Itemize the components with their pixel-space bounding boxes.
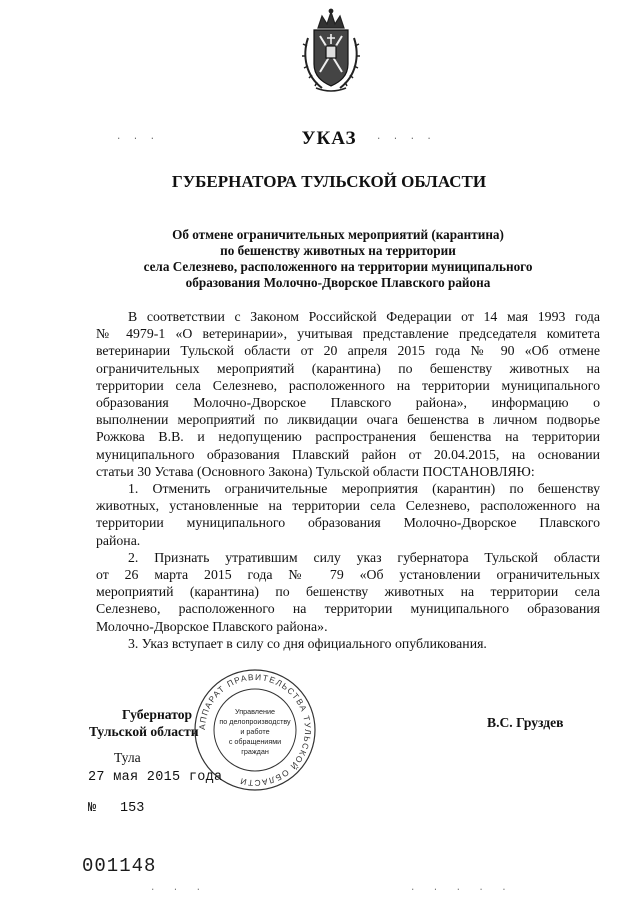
subject-line: образования Молочно-Дворское Плавского района [185,275,491,290]
body-line: 1. Отменить ограничительные мероприятия (карантин) по бешенству [128,481,600,497]
body-line: статьи 30 Устава (Основного Закона) Тульской области ПОСТАНОВЛЯЮ: [96,463,535,479]
body-line: 3. Указ вступает в силу со дня официального опубликования. [128,635,487,651]
body-line: мероприятий (карантина) по бешенству животных на территории села [96,584,600,600]
decree-number [88,801,144,816]
decorative-dots: · · · · · [410,885,513,895]
body-line: образования Молочно-Дворское Плавского района», информацию о [96,395,600,411]
body-line: животных, установленные на территории села Селезнево, расположенного на [96,498,600,514]
stamp-ring-text: АППАРАТ ПРАВИТЕЛЬСТВА ТУЛЬСКОЙ ОБЛАСТИ [196,671,314,789]
document-type-title: УКАЗ [301,128,357,149]
body-line: ветеринарии Тульской области от 20 апреля 2015 года № 90 «Об отмене [96,343,600,359]
body-line: ограничительных мероприятий (карантина) по бешенству животных на [96,360,600,376]
body-line: выполнении мероприятий по ликвидации очага бешенства в личном подворье [96,412,600,428]
signatory-name: В.С. Груздев [487,715,564,730]
body-line: территории муниципального образования Молочно-Дворское Плавского [96,515,600,531]
decorative-dots: · · · [150,885,208,895]
number-value: 153 [120,801,145,816]
number-sign: № [88,801,97,816]
issuer-title: ГУБЕРНАТОРА ТУЛЬСКОЙ ОБЛАСТИ [171,172,487,191]
body-line: 2. Признать утратившим силу указ губернатора Тульской области [128,549,600,565]
decree-body [96,308,600,652]
body-line: Рожкова В.В. и недопущению распространения бешенства на территории [96,429,600,445]
stamp-text-line: с обращениями [228,737,282,746]
subject-line: по бешенству животных на территории [220,243,456,258]
body-line: № 4979-1 «О ветеринарии», учитывая представление председателя комитета [96,326,600,342]
body-line: В соответствии с Законом Российской Федерации от 14 мая 1993 года [128,309,600,324]
subject-line: Об отмене ограничительных мероприятий (карантина) [172,227,504,242]
stamp-text-line: по делопроизводству [219,717,291,726]
stamp-text-line: Управление [235,707,275,716]
subject-line: села Селезнево, расположенного на территории муниципального [143,259,533,274]
body-line: территории села Селезнево, расположенного на территории муниципального [96,377,600,393]
signatory-position [89,706,199,740]
decree-subject [138,227,538,291]
body-line: района. [96,532,141,548]
issue-date: 27 мая 2015 года [88,770,223,785]
issue-city: Тула [114,750,141,765]
coat-of-arms-icon [300,8,362,94]
form-serial-number: 001148 [82,855,157,877]
body-line: Молочно-Дворское Плавского района». [96,618,328,634]
body-line: муниципального образования Плавский район от 20.04.2015, на основании [96,446,600,462]
decorative-dots: · · · [116,134,159,144]
stamp-text-line: и работе [240,727,270,736]
body-line: Селезнево, расположенного на территории муниципального образования [96,601,600,617]
stamp-text-line: граждан [241,747,269,756]
position-line: Губернатор [122,707,193,722]
body-line: от 26 марта 2015 года № 79 «Об установлении ограничительных [96,567,600,583]
decorative-dots: · · · · [376,134,435,144]
position-line: Тульской области [89,724,199,739]
